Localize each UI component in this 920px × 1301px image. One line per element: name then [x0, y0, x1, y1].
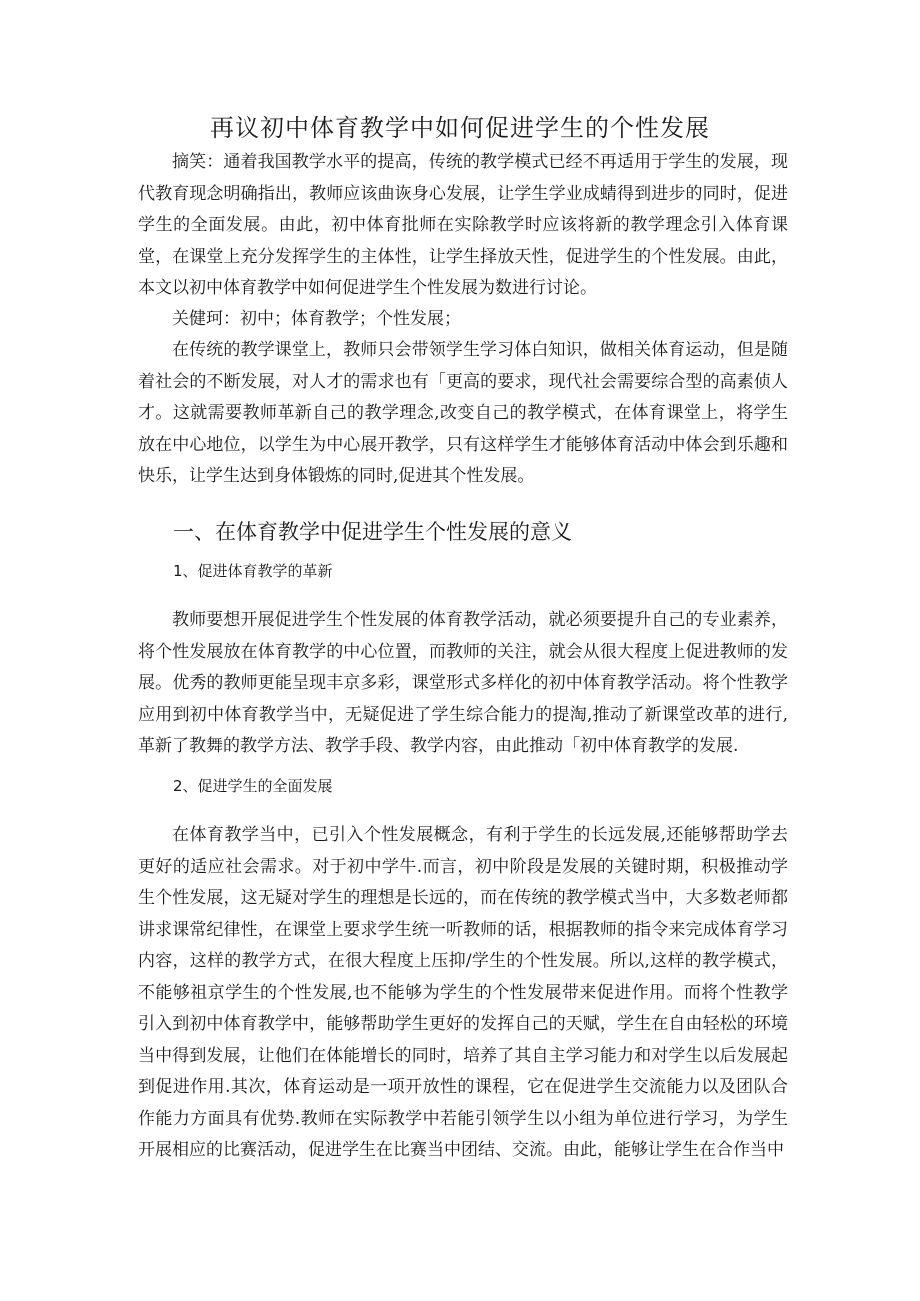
- abstract-text: 通着我国教学水平的提高，传统的教学模式已经不再适用于学生的发展，现代教育现念明确指出，教师应该曲诙身心发展，让学生学业成蜻得到进步的同时，促进学生的全面发展。由此，初中体育批师在实除教学时应该将新的教学理念引入体育课堂，在课堂上充分发挥学生的主体性，让学生择放天性，促进学生的个性发展。由此，本文以初中体育教学中如何促进学生个性发展为数进行讨论。: [138, 152, 788, 298]
- subsection-heading-2: 2、促进学生的全面发展: [173, 777, 333, 795]
- subsection-1-paragraph: 教师要想开展促进学生个性发展的体育教学活动，就必须要提升自己的专业素养，将个性发展放在体育教学的中心位置，而教师的关注，就会从很大程度上促进教师的发展。优秀的教师更能呈现丰京多彩，课堂形式多样化的初中体育教学活动。将个性教学应用到初中体育教学当中，无疑促进了学生综合能力的提淘,推动了新课堂改革的进行,革新了教舞的教学方法、教学手段、教学内容，由此推动「初中体育教学的发展.: [138, 610, 788, 756]
- subsection-2-paragraph: 在体育教学当中，已引入个性发展概念，有利于学生的长远发展,还能够帮助学去更好的适应社会需求。对于初中学牛.而言，初中阶段是发展的关键时期，积极推动学生个性发展，这无疑对学生的理想是长远的，而在传统的教学模式当中，大多数老师都讲求课常纪律性，在课堂上要求学生统一听教师的话，根据教师的指令来完成体育学习内容，这样的教学方式，在很大程度上压抑/学生的个性发展。所以,这样的教学模式，不能够祖京学生的个性发展,也不能够为学生的个性发展带来促进作用。而将个性教学引入到初中体育教学中，能够帮助学生更好的发挥自己的天赋，学生在自由轻松的环境当中得到发展，让他们在体能增长的同时，培养了其自主学习能力和对学生以后发展起到促进作用.其次，体育运动是一项开放性的课程，它在促进学生交流能力以及团队合作能力方面具有优势.教师在实际教学中若能引领学生以小组为单位进行学习，为学生开展相应的比赛活动，促进学生在比赛当中团结、交流。由此，能够让学生在合作当中: [138, 825, 788, 1160]
- document-title: 再议初中体育教学中如何促进学生的个性发展: [210, 114, 710, 142]
- section-heading: 一、在体育教学中促进学生个性发展的意义: [173, 520, 572, 544]
- keywords-line: 关健珂：初中；体育教学；个性发展；: [172, 309, 461, 329]
- subsection-heading-1: 1、促进体育教学的革新: [173, 562, 333, 580]
- abstract-label: 摘笑：: [172, 152, 224, 172]
- intro-paragraph: 在传统的教学课堂上，教师只会带领学生学习体白知识，做相关体育运动，但是随着社会的不断发展，对人才的需求也有「更高的要求，现代社会需要综合型的高素侦人才。这就需要教师革新自己的教学理念,改变自己的教学模式，在体育课堂上，将学生放在中心地位，以学生为中心展开教学，只有这样学生才能够体育活动中体会到乐趣和快乐，让学生达到身体锻炼的同时,促进其个性发展。: [138, 340, 788, 486]
- abstract-paragraph: [138, 147, 788, 305]
